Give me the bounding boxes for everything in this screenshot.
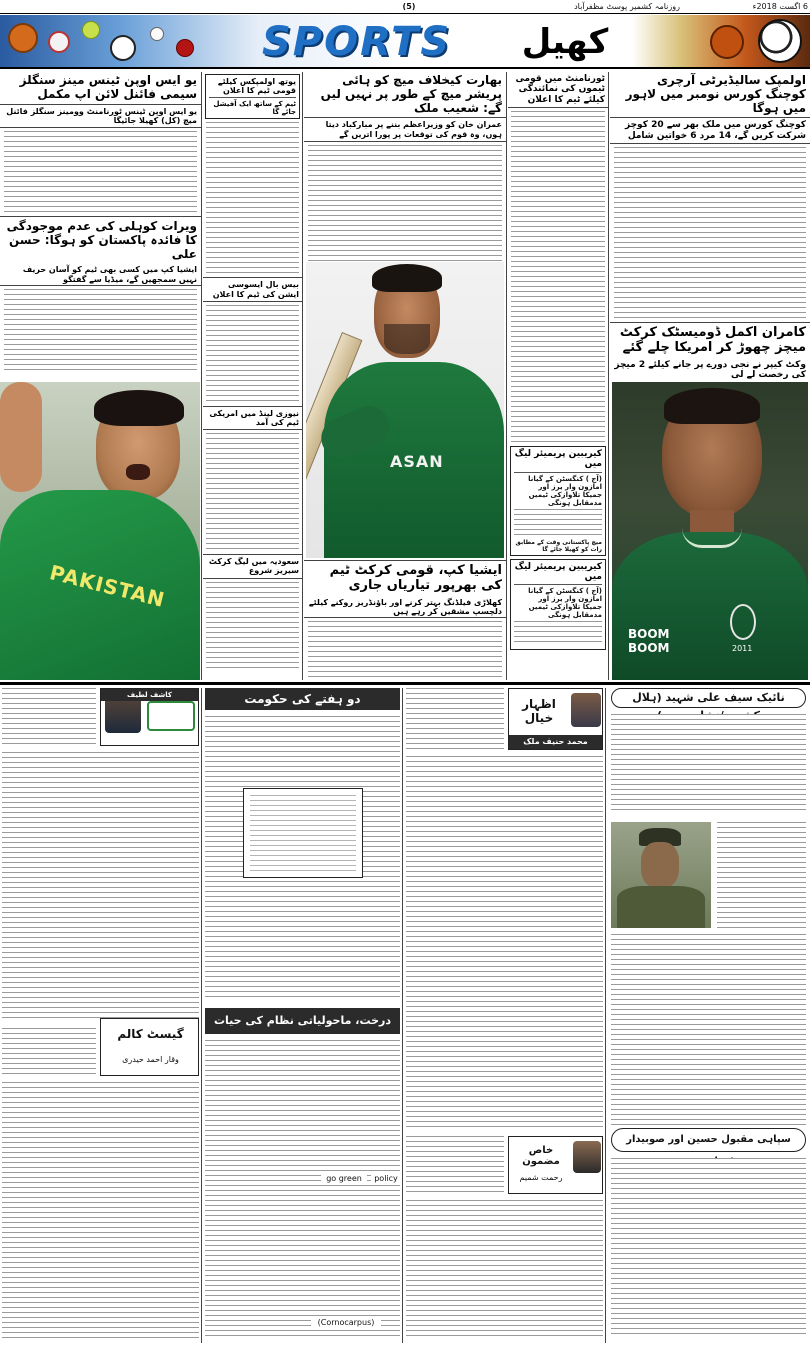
- col5-subhead2: ایشیا کپ میں کسی بھی ٹیم کو آسان حریف نہیں سمجھیں گے، میڈیا سے گفتگو: [0, 264, 201, 285]
- saif-ali-photo: [611, 822, 711, 928]
- col4-headline3: نیوزی لینڈ میں امریکی ٹیم کی آمد: [203, 406, 302, 430]
- sports-col4: [203, 72, 302, 680]
- col4-body3: [206, 433, 299, 551]
- cpl-box-2-text1: (آج ) کنگسٹن کے گیانا امازون وار یرز اور: [528, 587, 602, 604]
- col-a-body: [611, 714, 806, 814]
- sports-col1: [610, 72, 810, 381]
- golf-ball-icon: [150, 27, 164, 41]
- tennis-ball-icon: [82, 21, 100, 39]
- pull-quote-lines: [250, 795, 356, 871]
- basketball-right-icon: [710, 25, 744, 59]
- section-divider: [0, 682, 810, 685]
- col3-headline2: ایشیا کپ، قومی کرکٹ ٹیم کی بھرپور تیاریاں جاری: [304, 560, 506, 597]
- sports-banner: [0, 15, 810, 69]
- cpl-box-1-text2: جمیکا تلاوازکی ٹیمیں مدمقابل ہونگی: [528, 490, 602, 507]
- columnist-name: کاشف لطیف: [101, 689, 198, 701]
- col5-body2: [4, 289, 197, 373]
- col4-body: [206, 122, 299, 274]
- col1-subhead2: وکٹ کیپر نے نجی دورے پر جانے کیلئے 2 میچز کی رخصت لے لی: [614, 359, 806, 381]
- col1-headline2: کامران اکمل ڈومیسٹک کرکٹ میچز چھوڑ کر امریکا چلے گئے: [610, 322, 810, 359]
- col5-subhead: یو ایس اوپن ٹینس ٹورنامنٹ وومینز سنگلز فائنل میچ (کل) کھیلا جائیگا: [0, 105, 201, 128]
- guest-column-title: گیسٹ کالم: [117, 1027, 184, 1041]
- col-c-lower-heading: درخت، ماحولیاتی نظام کی حیات: [205, 1008, 400, 1034]
- col-d-body: [2, 752, 199, 1022]
- akmal-year: 2011: [732, 644, 753, 653]
- banner-collage-right: [640, 15, 810, 69]
- hasan-jersey-text: PAKISTAN: [47, 560, 168, 613]
- col-a-heading: نائیک سیف علی شہید (ہلال: [611, 688, 806, 708]
- top-header: [0, 0, 810, 14]
- kamran-akmal-photo: [612, 382, 808, 680]
- opinion-col-c: [203, 688, 402, 1343]
- col-b-body2: [406, 1200, 603, 1338]
- opinion-col-d: [0, 688, 201, 1343]
- akmal-jersey: [612, 532, 808, 680]
- opinion-col-a: [607, 688, 810, 1343]
- malik-hair: [372, 264, 442, 292]
- akmal-sponsor: BOOM BOOM: [628, 627, 670, 655]
- col-c-term-3: (Cornocarpus): [311, 1318, 381, 1327]
- hasan-ali-photo: [0, 382, 200, 680]
- col-c-term-1: go green: [321, 1174, 367, 1183]
- col-c-pull-quote: [243, 788, 363, 878]
- col4-subhead: ٹیم کے ساتھ ایک آفیشل جائے گا: [213, 100, 296, 117]
- col5-body: [4, 131, 197, 213]
- col4-headline4: سعودیہ میں لیگ کرکٹ سیریز شروع: [203, 554, 302, 578]
- col3-body2: [308, 621, 502, 679]
- col-c-term-2: policy: [371, 1174, 401, 1183]
- col2-body: [511, 111, 605, 443]
- paper-title: روزنامہ کشمیر پوسٹ مظفرآباد: [574, 2, 680, 11]
- col-a-body3: [717, 822, 806, 928]
- col-b-body-mid: [406, 1136, 504, 1194]
- sports-col2: [508, 72, 608, 680]
- col1-body: [614, 147, 806, 319]
- cpl-box-2-heading: کیریبین پریمیئر لیگ میں: [514, 562, 602, 586]
- khas-mazmoon-box: [508, 1136, 603, 1194]
- izhar-author-photo: [571, 693, 601, 727]
- guest-column-author: وقار احمد حیدری: [122, 1055, 179, 1064]
- sports-wordmark: SPORTS: [262, 19, 452, 65]
- basketball-icon: [8, 23, 38, 53]
- hasan-hair: [94, 390, 184, 426]
- col1-subhead: کوچنگ کورس میں ملک بھر سے 20 کوچز شرکت کریں گے، 14 مرد 6 خواتین شامل: [610, 118, 810, 144]
- sports-col3-lower: [304, 560, 506, 680]
- col5-headline: یو ایس اوپن ٹینس مینز سنگلز سیمی فائنل لائن اپ مکمل: [0, 72, 201, 105]
- soccer-ball-icon: [758, 19, 802, 63]
- col3-body: [308, 145, 502, 275]
- rule: [506, 72, 507, 680]
- cpl-box-1-time: میچ پاکستانی وقت کے مطابق رات کو کھیلا جائے گا: [515, 538, 602, 553]
- akmal-hair: [664, 388, 760, 424]
- saif-uniform: [617, 886, 705, 928]
- columnist-logo-icon: [147, 701, 195, 731]
- rule: [608, 72, 609, 680]
- khas-author-name: رحمت شمیم: [519, 1173, 563, 1182]
- col-d-body-top: [2, 688, 96, 746]
- cpl-box-2-text2: جمیکا تلاوازکی ٹیمیں مدمقابل ہونگی: [528, 603, 602, 620]
- page-number: (5): [402, 2, 416, 11]
- rule: [605, 688, 606, 1343]
- col-c-body2: [205, 1040, 400, 1338]
- col1-headline: اولمپک سالیڈیرٹی آرچری کوچنگ کورس نومبر میں لاہور میں ہوگا: [610, 72, 810, 118]
- col-a-body4: [611, 934, 806, 1126]
- col4-headline: یوتھ اولمپکس کیلئے قومی ٹیم کا اعلان: [209, 77, 296, 98]
- col3-subhead: عمران خان کو وزیراعظم بننے پر مبارکباد دیتا ہوں، وہ قوم کی توقعات پر پورا اتریں گے: [304, 118, 506, 141]
- rule: [402, 688, 403, 1343]
- rule: [201, 72, 202, 680]
- col-d-body2: [2, 1082, 199, 1338]
- col4-body4: [206, 582, 299, 672]
- col-b-body-top: [406, 688, 504, 750]
- opinion-col-b: [404, 688, 605, 1343]
- izhar-khayal-title: اظہار خیال: [522, 697, 556, 725]
- cricket-ball-icon: [176, 39, 194, 57]
- col2-headline: ٹورنامنٹ میں قومی ٹیموں کی نمائندگی کیلئے ٹیم کا اعلان: [508, 72, 608, 108]
- date: 6 اگست 2018ء: [752, 2, 808, 11]
- sports-col5: [0, 72, 201, 378]
- guest-column-box: [100, 1018, 199, 1076]
- football-icon: [110, 35, 136, 61]
- izhar-khayal-box: [508, 688, 603, 750]
- hasan-mouth: [126, 464, 150, 480]
- malik-beard: [384, 324, 430, 354]
- banner-collage-left: [0, 15, 220, 69]
- shoaib-malik-photo: [306, 262, 504, 558]
- col4-headline2: بیس بال ایسوسی ایشن کی ٹیم کا اعلان: [203, 277, 302, 301]
- cpl-box-2-body: [514, 621, 602, 645]
- col3-subhead2: کھلاڑی فیلڈنگ بہتر کرنے اور باؤنڈریز روکنے کیلئے دلچسپ مشقیں کر رہے ہیں: [304, 597, 506, 618]
- cpl-box-1-text1: (آج ) کنگسٹن کے گیانا امازون وار یرز اور: [528, 474, 602, 491]
- cricket-logo-icon: [730, 604, 756, 640]
- khel-wordmark: کھیل: [521, 22, 609, 62]
- khas-mazmoon-title: خاص مضمون: [522, 1145, 560, 1167]
- cpl-box-1-heading: کیریبین پریمیئر لیگ میں: [514, 449, 602, 473]
- col-a-lower-heading: سپاہی مقبول حسین اور صوبیدار: [611, 1128, 806, 1152]
- cpl-box-2: [510, 559, 606, 651]
- col-b-body: [406, 756, 603, 1128]
- col3-headline: بھارت کیخلاف میچ کو ہائی پریشر میچ کے طور پر نہیں لیں گے: شعیب ملک: [304, 72, 506, 118]
- col4-box: [205, 74, 300, 119]
- rule: [201, 688, 202, 1343]
- izhar-author-name: محمد حنیف ملک: [509, 735, 602, 749]
- cpl-box-1: [510, 446, 606, 556]
- baseball-icon: [48, 31, 70, 53]
- cpl-box-1-body: [514, 509, 602, 537]
- khas-author-photo: [573, 1141, 601, 1173]
- col-c-heading: دو ہفتے کی حکومت: [205, 688, 400, 710]
- malik-jersey-text: ASAN: [390, 452, 444, 471]
- columnist-box: [100, 688, 199, 746]
- col5-headline2: ویرات کوہلی کی عدم موجودگی کا فائدہ پاکستان کو ہوگا: حسن علی: [0, 216, 201, 264]
- col4-body2: [206, 305, 299, 403]
- saif-face: [641, 842, 679, 888]
- col-d-body-mid: [2, 1028, 96, 1076]
- hasan-arm: [0, 382, 42, 492]
- col-a-body5: [611, 1158, 806, 1338]
- rule: [302, 72, 303, 680]
